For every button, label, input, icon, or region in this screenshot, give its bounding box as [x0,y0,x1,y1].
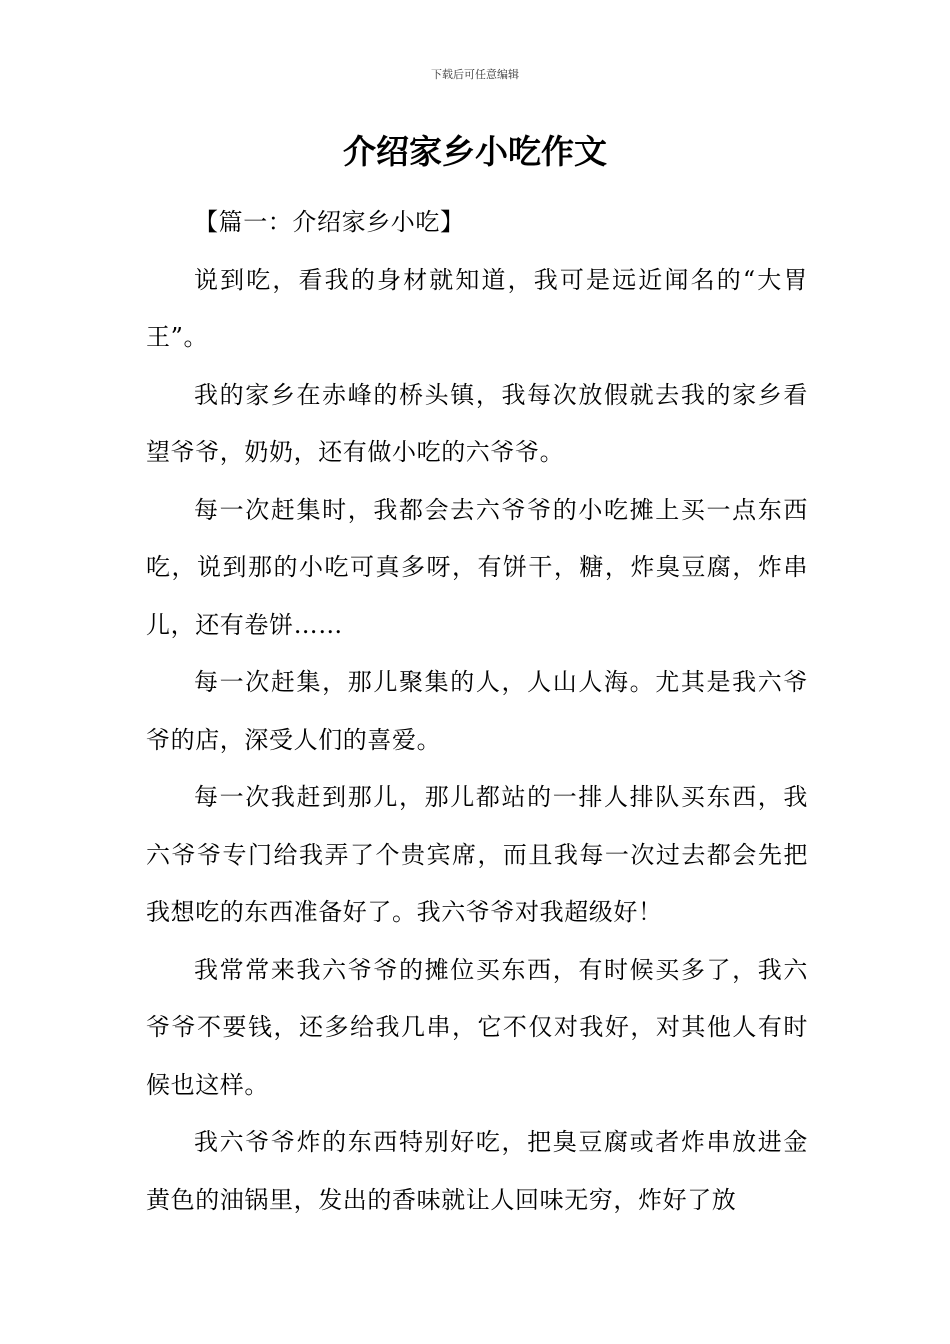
document-title: 介绍家乡小吃作文 [343,132,607,171]
paragraph: 每一次我赶到那儿，那儿都站的一排人排队买东西，我六爷爷专门给我弄了个贵宾席，而且我每一次过去都会先把我想吃的东西准备好了。我六爷爷对我超级好！ [146,783,808,926]
paragraph: 每一次赶集时，我都会去六爷爷的小吃摊上买一点东西吃，说到那的小吃可真多呀，有饼干，糖，炸臭豆腐，炸串儿，还有卷饼…… [146,495,808,639]
paragraph: 我常常来我六爷爷的摊位买东西，有时候买多了，我六爷爷不要钱，还多给我几串，它不仅对我好，对其他人有时候也这样。 [146,955,808,1099]
paragraph: 我的家乡在赤峰的桥头镇，我每次放假就去我的家乡看望爷爷，奶奶，还有做小吃的六爷爷。 [146,380,808,466]
paragraph: 每一次赶集，那儿聚集的人，人山人海。尤其是我六爷爷的店，深受人们的喜爱。 [146,668,808,754]
document-body [146,194,808,1229]
header-note: 下载后可任意编辑 [431,68,519,81]
paragraph: 我六爷爷炸的东西特别好吃，把臭豆腐或者炸串放进金黄色的油锅里，发出的香味就让人回味无穷，炸好了放 [146,1128,808,1214]
section-heading: 【篇一：介绍家乡小吃】 [194,208,465,236]
paragraph: 说到吃，看我的身材就知道，我可是远近闻名的“大胃王”。 [146,265,808,351]
